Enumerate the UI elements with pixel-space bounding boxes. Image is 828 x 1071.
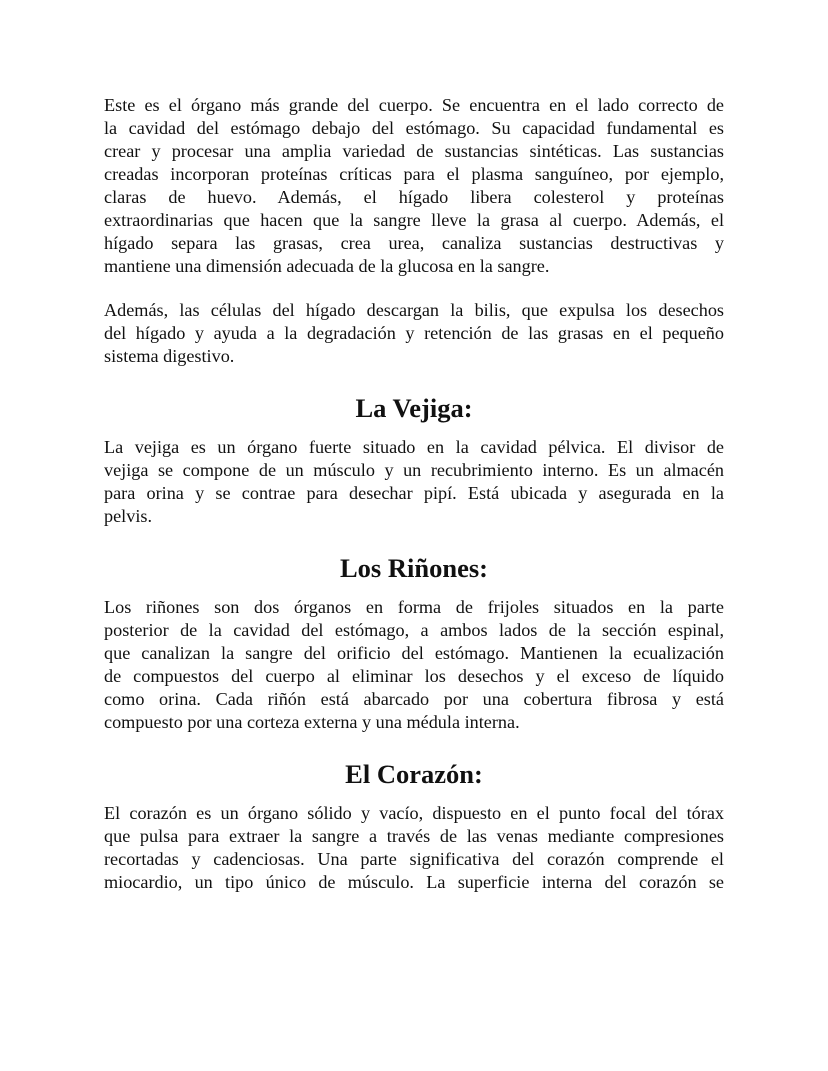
text-line: compuesto por una corteza externa y una médula interna. bbox=[104, 712, 520, 732]
text-line: pelvis. bbox=[104, 506, 152, 526]
text-line: Este es el órgano más grande del cuerpo. Se encuentra en el lado correcto de bbox=[104, 95, 724, 115]
text-line: Los riñones son dos órganos en forma de frijoles situados en la parte bbox=[104, 597, 724, 617]
text-line: que canalizan la sangre del orificio del estómago. Mantienen la ecualización bbox=[104, 643, 724, 663]
text-line: del hígado y ayuda a la degradación y retención de las grasas en el pequeño bbox=[104, 323, 724, 343]
text-line: extraordinarias que hacen que la sangre lleve la grasa al cuerpo. Además, el bbox=[104, 210, 724, 230]
paragraph-kidneys bbox=[104, 596, 724, 734]
text-line: la cavidad del estómago debajo del estómago. Su capacidad fundamental es bbox=[104, 118, 724, 138]
paragraph-liver-functions bbox=[104, 94, 724, 278]
text-line: El corazón es un órgano sólido y vacío, dispuesto en el punto focal del tórax bbox=[104, 803, 724, 823]
paragraph-liver-bile bbox=[104, 299, 724, 368]
heading-spacing bbox=[104, 424, 724, 436]
document-page bbox=[104, 94, 724, 894]
heading-spacing bbox=[104, 790, 724, 802]
heading-spacing bbox=[104, 584, 724, 596]
text-line: como orina. Cada riñón está abarcado por una cobertura fibrosa y está bbox=[104, 689, 724, 709]
paragraph-bladder bbox=[104, 436, 724, 528]
text-line: para orina y se contrae para desechar pipí. Está ubicada y asegurada en la bbox=[104, 483, 724, 503]
text-line: vejiga se compone de un músculo y un recubrimiento interno. Es un almacén bbox=[104, 460, 724, 480]
text-line: recortadas y cadenciosas. Una parte significativa del corazón comprende el bbox=[104, 849, 724, 869]
section-heading-kidneys: Los Riñones: bbox=[340, 553, 488, 583]
text-line: hígado separa las grasas, crea urea, canaliza sustancias destructivas y bbox=[104, 233, 724, 253]
text-line: La vejiga es un órgano fuerte situado en la cavidad pélvica. El divisor de bbox=[104, 437, 724, 457]
text-line: de compuestos del cuerpo al eliminar los desechos y el exceso de líquido bbox=[104, 666, 724, 686]
section-spacing bbox=[104, 734, 724, 758]
section-heart bbox=[104, 758, 724, 894]
section-spacing bbox=[104, 528, 724, 552]
section-heading-bladder: La Vejiga: bbox=[355, 393, 473, 423]
section-bladder bbox=[104, 392, 724, 528]
text-line: claras de huevo. Además, el hígado libera colesterol y proteínas bbox=[104, 187, 724, 207]
text-line: que pulsa para extraer la sangre a través de las venas mediante compresiones bbox=[104, 826, 724, 846]
text-line: posterior de la cavidad del estómago, a ambos lados de la sección espinal, bbox=[104, 620, 724, 640]
text-line: miocardio, un tipo único de músculo. La superficie interna del corazón se bbox=[104, 872, 724, 892]
section-kidneys bbox=[104, 552, 724, 734]
text-line: Además, las células del hígado descargan la bilis, que expulsa los desechos bbox=[104, 300, 724, 320]
text-line: crear y procesar una amplia variedad de sustancias sintéticas. Las sustancias bbox=[104, 141, 724, 161]
paragraph-spacing bbox=[104, 278, 724, 299]
section-heading-heart: El Corazón: bbox=[345, 759, 483, 789]
text-line: creadas incorporan proteínas críticas para el plasma sanguíneo, por ejemplo, bbox=[104, 164, 724, 184]
section-spacing bbox=[104, 368, 724, 392]
section-liver bbox=[104, 94, 724, 368]
text-line: mantiene una dimensión adecuada de la glucosa en la sangre. bbox=[104, 256, 550, 276]
text-line: sistema digestivo. bbox=[104, 346, 235, 366]
paragraph-heart bbox=[104, 802, 724, 894]
